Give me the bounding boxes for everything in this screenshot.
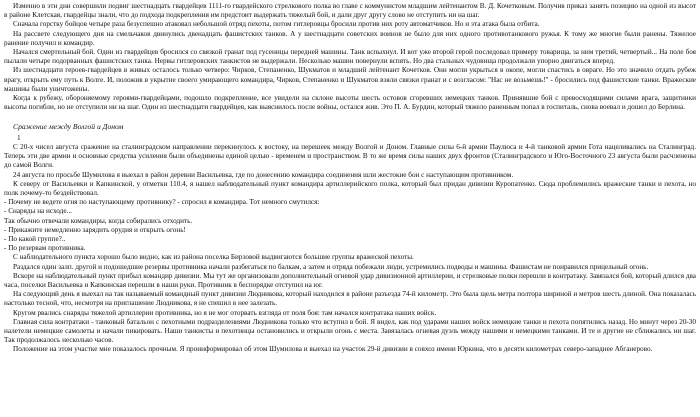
paragraph: Изменно в эти дни совершили подвиг шестнадцать гвардейцев 1111-го гвардейского стрелкового полка во главе с коммунистом младшим лейтенантом В. Д. Кочетковым. Получив приказ занять позицию на одной из высот в районе Клетская, гвардейцы знали, что до подхода подкрепления им предстоит выдержать тяжелый бой, и дали друг другу слово не отступить ни на шаг. [4, 2, 696, 20]
paragraph: Из шестнадцати героев-гвардейцев в живых осталось только четверо: Чирков, Степаненко, Шукматов и младший лейтенант Кочетков. Они могли укрыться в окопе, могли спастись в овраге. Но это значило отдать рубеж врагу, открыть ему путь к Волге. И, положив в укрытие своего умирающего командира, Чирков, Степаненко и Шукматов взяли связки гранат и с возгласом: "Нас не возьмешь!" - бросились под фашистские танки. Вражеские машины были уничтожены. [4, 66, 696, 93]
dialog-line: - Прикажите немедленно зарядить орудия и открыть огонь! [4, 225, 186, 234]
paragraph: Положение на этом участке мне показалось прочным. Я проинформировал об этом Шумилова и выехал на участок 29-й дивизии в совхоз имени Юркина, что в десяти километрах северо-западнее Абганерово. [13, 345, 653, 354]
bottom-section [4, 143, 696, 355]
paragraph: С наблюдательного пункта хорошо было видно, как из района поселка Бирзовой выдвигаются большие группы вражеской пехоты. [13, 253, 414, 262]
paragraph: Начался смертельный бой. Один из гвардейцев бросился со связкой гранат под гусеницы передней машины. Танк вспыхнул. И вот уже второй герой последовал примеру товарища, за ним третий, четвертый... На поле боя пылали четыре подорванных фашистских танка. Нервы гитлеровских танкистов не выдержали. Несколько машин повернули вспять. Но два стальных чудовища продолжали упорно двигаться вперед. [4, 48, 696, 66]
section-title: Сражение между Волгой и Доном [13, 122, 124, 132]
top-section [4, 2, 696, 112]
paragraph: С 20-х чисел августа сражение на сталинградском направлении перекинулось к востоку, на перешеек между Волгой и Доном. Главные силы 6-й армии Паулюса и 4-й танковой армии Гота нацеливались на Сталинград. Теперь эти две армии и основные средства усиления были объединены единой целью - временем и пространством. В то же время силы наших двух фронтов (Сталинградского и Юго-Восточного 23 августа были расчленены до самой Волги. [4, 142, 696, 170]
dialog-line: - По резервам противника. [4, 244, 86, 253]
paragraph: На рассвете следующего дня на смельчаков двинулись двенадцать фашистских танков. А у шестнадцати советских воинов не было для них одного противотанкового ружья. К тому же многие были ранены. Тяжелое ранение получил и командир. [4, 29, 696, 47]
dialog-line: - По какой группе?.. [4, 234, 66, 243]
paragraph: К северу от Васильевки и Капкинской, у отметки 110.4, я нашел наблюдательный пункт командира артиллерийского полка, который был придан дивизии Куропатенко. Сюда проблемились вражеские танки и пехота, но полк почему-то бездействовал. [4, 179, 696, 197]
paragraph: Когда к рубежу, обороняемому героями-гвардейцами, подошло подкрепление, все увидели на склоне высоты шесть остовов сгоревших немецких танков. Принявшие бой с превосходящими силами врага, защитники высоты погибли, но не отступили ни на шаг. Один из шестнадцати гвардейцев, как выяснилось после войны, остался жив. Это П. А. Бурдин, который тяжело раненным попал в госпиталь, снова воевал и дошел до Берлина. [4, 94, 696, 112]
paragraph: Сначала горстку бойцов четыре раза безуспешно атаковал небольшой отряд пехоты, потом гитлеровцы бросили против них роту автоматчиков. Но и эта атака была отбита. [13, 20, 540, 29]
paragraph: 24 августа по просьбе Шумилова я выехал в район деревни Васильевка, где по донесению командира соединения шли жестокие бои с наступающим противником. [13, 170, 514, 179]
dialog-line: Так обычно отвечали командиры, когда собирались отходить. [4, 216, 193, 225]
paragraph: Главная сила контратаки - танковый батальон с пехотными подразделениями Людникова только что вступил в бой. Я видел, как под ударами наших войск немецкие танки и пехота попятились назад. Но минут через 20-30 налетели немецкие самолеты и начали пикировать. Наши танкисты и пехотинцы остановились и открыли огонь с места. Завязалась огневая дуэль между нашими и немецкими танками. И те и другие не сближались ни шаг. Так продолжалось несколько часов. [4, 317, 696, 345]
paragraph: На следующий день я выехал на так называемый командный пункт дивизии Людникова, который находился в районе разъезда 74-й километр. Это была щель метра полтора шириной и метров шесть длиной. Она показалась настолько тесной, что, несмотря на приглашение Людникова, я не спешил в нее залезать. [4, 290, 696, 308]
paragraph: Раздался один залп. другой и подошедшие резервы противника начали разбегаться по балкам, а затем и отряда побежали люди, устремились подводы и машины. Фашистам не понравился прицельный огонь. [13, 262, 649, 271]
dialog-line: - Снаряды на исходе... [4, 207, 72, 216]
dialog-line: - Почему не ведете огня по наступающему противнику? - спросил я командира. Тот немного смутился: [4, 198, 320, 207]
paragraph: Вскоре на наблюдательный пункт прибыл командир дивизии. Мы тут же организовали дополнительный огневой удар дивизионной артиллерии, и стрелковые полки перешли в контратаку. Завязался бой, который длился два часа, поселки Васильевка и Капкинская перешли в наши руки. Противник в беспорядке отступил на юг. [4, 271, 696, 289]
paragraph: Кругом рвались снаряды тяжелой артиллерии противника, но я не мог оторвать взгляда от поля боя: там начался контратака наших войск. [13, 308, 437, 317]
section-marker: 1 [17, 133, 21, 142]
